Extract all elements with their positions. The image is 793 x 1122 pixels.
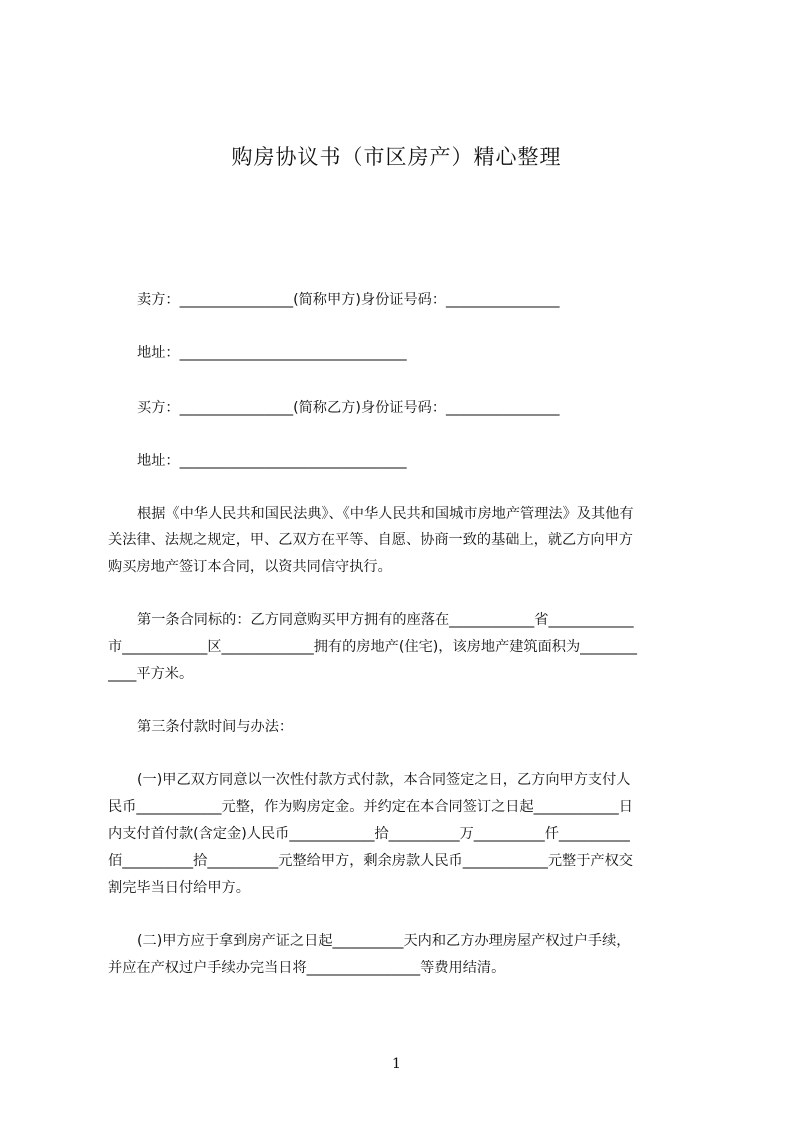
article-1-line-3: ____平方米。 xyxy=(108,666,194,682)
clause-1-line-1: (一)甲乙双方同意以一次性付款方式付款，本合同签定之日，乙方向甲方支付人 xyxy=(137,772,631,788)
seller-address-line: 地址：________________________________ xyxy=(137,345,407,361)
clause-1-line-5: 割完毕当日付给甲方。 xyxy=(108,880,250,896)
clause-2-line-1: (二)甲方应于拿到房产证之日起__________天内和乙方办理房屋产权过户手续， xyxy=(137,933,631,949)
clause-1-line-2: 民币____________元整，作为购房定金。并约定在本合同签订之日起____________日 xyxy=(108,799,633,815)
preamble-line-2: 关法律、法规之规定，甲、乙双方在平等、自愿、协商一致的基础上，就乙方向甲方 xyxy=(108,532,633,548)
seller-line: 卖方：________________(简称甲方)身份证号码：________________ xyxy=(137,292,560,308)
document-title: 购房协议书（市区房产）精心整理 xyxy=(231,145,562,169)
clause-2-line-2: 并应在产权过户手续办完当日将________________等费用结清。 xyxy=(108,960,506,976)
preamble-line-3: 购买房地产签订本合同，以资共同信守执行。 xyxy=(108,559,392,575)
page-number: 1 xyxy=(392,1056,401,1072)
article-3-heading: 第三条付款时间与办法： xyxy=(137,719,294,735)
article-1-line-1: 第一条合同标的：乙方同意购买甲方拥有的座落在____________省____________ xyxy=(137,612,634,628)
clause-1-line-4: 佰__________拾__________元整给甲方，剩余房款人民币____________元整于产权交 xyxy=(108,853,633,869)
buyer-address-line: 地址：________________________________ xyxy=(137,453,407,469)
article-1-line-2: 市____________区_____________拥有的房地产(住宅)，该房地产建筑面积为________ xyxy=(108,639,637,655)
buyer-line: 买方：________________(简称乙方)身份证号码：________________ xyxy=(137,400,560,416)
preamble-line-1: 根据《中华人民共和国民法典》、《中华人民共和国城市房地产管理法》及其他有 xyxy=(137,506,634,522)
clause-1-line-3: 内支付首付款(含定金)人民币____________拾__________万__________仟__________ xyxy=(108,826,630,842)
